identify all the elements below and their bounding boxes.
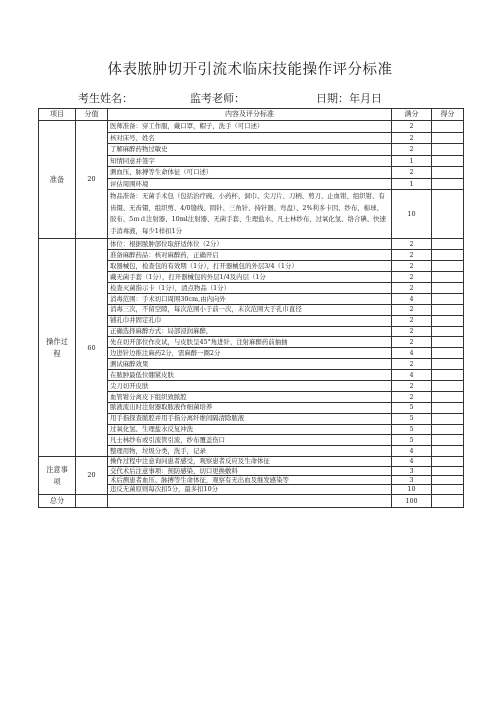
scoring-table bbox=[38, 108, 464, 508]
score-cell[interactable] bbox=[432, 485, 464, 494]
full-score: 2 bbox=[392, 250, 432, 261]
total-row bbox=[39, 494, 464, 507]
criterion-text: 知情同意并签字 bbox=[108, 155, 392, 167]
full-score: 1 bbox=[392, 178, 432, 190]
score-cell[interactable] bbox=[432, 261, 464, 272]
score-cell[interactable] bbox=[432, 446, 464, 457]
full-score: 4 bbox=[392, 348, 432, 359]
criterion-text: 凡士林纱布或引流管引流，纱布覆盖伤口 bbox=[108, 435, 392, 446]
section-points: 20 bbox=[76, 121, 108, 239]
full-score: 2 bbox=[392, 121, 432, 133]
full-score: 5 bbox=[392, 424, 432, 435]
full-score: 4 bbox=[392, 293, 432, 304]
score-cell[interactable] bbox=[432, 272, 464, 283]
score-cell[interactable] bbox=[432, 435, 464, 446]
criterion-text: 在脓肿最低位绷紧皮肤 bbox=[108, 370, 392, 381]
score-cell[interactable] bbox=[432, 424, 464, 435]
criterion-text: 物品准备：无菌手术包（包括治疗碗、小药杯、洞巾、尖刀片、刀柄、剪刀、止血钳、组织钳、有齿镊、无齿镊、组织剪、4/0缝线、圆针、三角针、持针器、弯盘）、2%利多卡因、纱布、棉球、胶布、5ｍｄ注射器、10ml注射器、无菌手套、生理盐水、凡士林纱布、过氧化氢、络合碘、快速手消毒液，每少1样扣1分 bbox=[108, 190, 392, 239]
criterion-text: 脓液流出时注射器取脓液作细菌培养 bbox=[108, 402, 392, 413]
student-name-label: 考生姓名： bbox=[78, 92, 133, 105]
criterion-text: 消毒三次，不留空隙，每次范围小于前一次，末次范围大于孔巾直径 bbox=[108, 304, 392, 315]
header-item: 项目 bbox=[39, 109, 76, 121]
criterion-text: 医师准备：穿工作服，戴口罩，帽子，洗手（可口述） bbox=[108, 121, 392, 133]
section-points: 20 bbox=[76, 457, 108, 495]
full-score: 2 bbox=[392, 304, 432, 315]
score-cell[interactable] bbox=[432, 178, 464, 190]
score-cell[interactable] bbox=[432, 402, 464, 413]
header-points: 分值 bbox=[76, 109, 108, 121]
score-cell[interactable] bbox=[432, 413, 464, 424]
header-content: 内容及评分标准 bbox=[108, 109, 392, 121]
score-cell[interactable] bbox=[432, 315, 464, 326]
score-cell[interactable] bbox=[432, 466, 464, 475]
criterion-text: 评估周围环境 bbox=[108, 178, 392, 190]
score-cell[interactable] bbox=[432, 326, 464, 337]
score-cell[interactable] bbox=[432, 337, 464, 348]
criterion-text: 血管钳分离皮下组织致脓腔 bbox=[108, 391, 392, 402]
score-cell[interactable] bbox=[432, 167, 464, 179]
full-score: 4 bbox=[392, 446, 432, 457]
full-score: 2 bbox=[392, 380, 432, 391]
score-cell[interactable] bbox=[432, 293, 464, 304]
table-row bbox=[39, 457, 464, 466]
score-cell[interactable] bbox=[432, 155, 464, 167]
criterion-text: 用手指探查脓腔并用手指分离纤维间隔清除脓液 bbox=[108, 413, 392, 424]
full-score: 10 bbox=[392, 190, 432, 239]
full-score: 2 bbox=[392, 144, 432, 156]
full-score: 2 bbox=[392, 239, 432, 250]
total-label: 总分 bbox=[39, 494, 76, 507]
full-score: 3 bbox=[392, 466, 432, 475]
criterion-text: 过氧化氢、生理盐水反复冲洗 bbox=[108, 424, 392, 435]
criterion-text: 核对床号、姓名 bbox=[108, 132, 392, 144]
date-label: 日期：年月日 bbox=[316, 92, 382, 105]
total-full-score: 100 bbox=[392, 494, 432, 507]
criterion-text: 正确选择麻醉方式：局部浸润麻醉， bbox=[108, 326, 392, 337]
full-score: 3 bbox=[392, 476, 432, 485]
full-score: 5 bbox=[392, 435, 432, 446]
criterion-text: 了解麻醉药物过敏史 bbox=[108, 144, 392, 156]
full-score: 5 bbox=[392, 413, 432, 424]
full-score: 2 bbox=[392, 282, 432, 293]
criterion-text: 先在切开部位作皮试，与皮肤呈45°角进针，注射麻醉药前抽抽 bbox=[108, 337, 392, 348]
full-score: 2 bbox=[392, 315, 432, 326]
criterion-text: 操作过程中注意询问患者感受，观察患者反应及生命体征 bbox=[108, 457, 392, 466]
criterion-text: 铺孔巾并固定孔巾 bbox=[108, 315, 392, 326]
score-cell[interactable] bbox=[432, 282, 464, 293]
header-full-score: 满分 bbox=[392, 109, 432, 121]
criterion-text: 取器械包，检查包的有效期（1分），打开器械包的外层3/4（1分） bbox=[108, 261, 392, 272]
section-points: 60 bbox=[76, 239, 108, 457]
examiner-label: 监考老师： bbox=[190, 92, 245, 105]
total-score-cell[interactable] bbox=[432, 494, 464, 507]
score-cell[interactable] bbox=[432, 144, 464, 156]
score-cell[interactable] bbox=[432, 391, 464, 402]
full-score: 2 bbox=[392, 391, 432, 402]
full-score: 2 bbox=[392, 272, 432, 283]
score-cell[interactable] bbox=[432, 476, 464, 485]
total-content-cell bbox=[108, 494, 392, 507]
table-row bbox=[39, 239, 464, 250]
full-score: 2 bbox=[392, 337, 432, 348]
header-score: 得分 bbox=[432, 109, 464, 121]
criterion-text: 尖刀切开皮肤 bbox=[108, 380, 392, 391]
score-cell[interactable] bbox=[432, 190, 464, 239]
criterion-text: 术后测患者血压、脉搏等生命体征，观察有无出血及继发感染等 bbox=[108, 476, 392, 485]
full-score: 10 bbox=[392, 485, 432, 494]
full-score: 1 bbox=[392, 155, 432, 167]
score-cell[interactable] bbox=[432, 250, 464, 261]
score-cell[interactable] bbox=[432, 457, 464, 466]
full-score: 2 bbox=[392, 132, 432, 144]
full-score: 2 bbox=[392, 261, 432, 272]
score-cell[interactable] bbox=[432, 304, 464, 315]
criterion-text: 测试麻醉效果 bbox=[108, 359, 392, 370]
criterion-text: 检查灭菌指示卡（1分），清点物品（1分） bbox=[108, 282, 392, 293]
section-name: 准备 bbox=[39, 121, 76, 239]
criterion-text: 交代术后注意事项：预防感染，切口更换敷料 bbox=[108, 466, 392, 475]
score-cell[interactable] bbox=[432, 348, 464, 359]
full-score: 2 bbox=[392, 359, 432, 370]
table-header-row bbox=[39, 109, 464, 121]
full-score: 2 bbox=[392, 326, 432, 337]
score-cell[interactable] bbox=[432, 121, 464, 133]
criterion-text: 整理用物，垃圾分类，洗手，记录 bbox=[108, 446, 392, 457]
criterion-text: 违反无菌原则每次扣5分，最多扣10分 bbox=[108, 485, 392, 494]
section-name: 注意事项 bbox=[39, 457, 76, 495]
criterion-text: 边进针边推注麻药2分，需麻醉一圈2分 bbox=[108, 348, 392, 359]
score-cell[interactable] bbox=[432, 370, 464, 381]
score-cell[interactable] bbox=[432, 359, 464, 370]
page-title: 体表脓肿切开引流术临床技能操作评分标准 bbox=[107, 62, 393, 78]
criterion-text: 消毒范围：手术切口周围30cm,由内向外 bbox=[108, 293, 392, 304]
score-cell[interactable] bbox=[432, 239, 464, 250]
full-score: 4 bbox=[392, 370, 432, 381]
total-points-cell bbox=[76, 494, 108, 507]
criterion-text: 准备麻醉药品：核对麻醉药，正确开启 bbox=[108, 250, 392, 261]
full-score: 4 bbox=[392, 457, 432, 466]
criterion-text: 测血压、脉搏等生命体征（可口述） bbox=[108, 167, 392, 179]
score-cell[interactable] bbox=[432, 132, 464, 144]
score-cell[interactable] bbox=[432, 380, 464, 391]
full-score: 2 bbox=[392, 167, 432, 179]
criterion-text: 戴无菌手套（1分），打开器械包的外层1/4及内层（1分 bbox=[108, 272, 392, 283]
full-score: 5 bbox=[392, 402, 432, 413]
criterion-text: 体位：根据脓肿部位取舒适体位（2分） bbox=[108, 239, 392, 250]
section-name: 操作过程 bbox=[39, 239, 76, 457]
table-row bbox=[39, 121, 464, 133]
